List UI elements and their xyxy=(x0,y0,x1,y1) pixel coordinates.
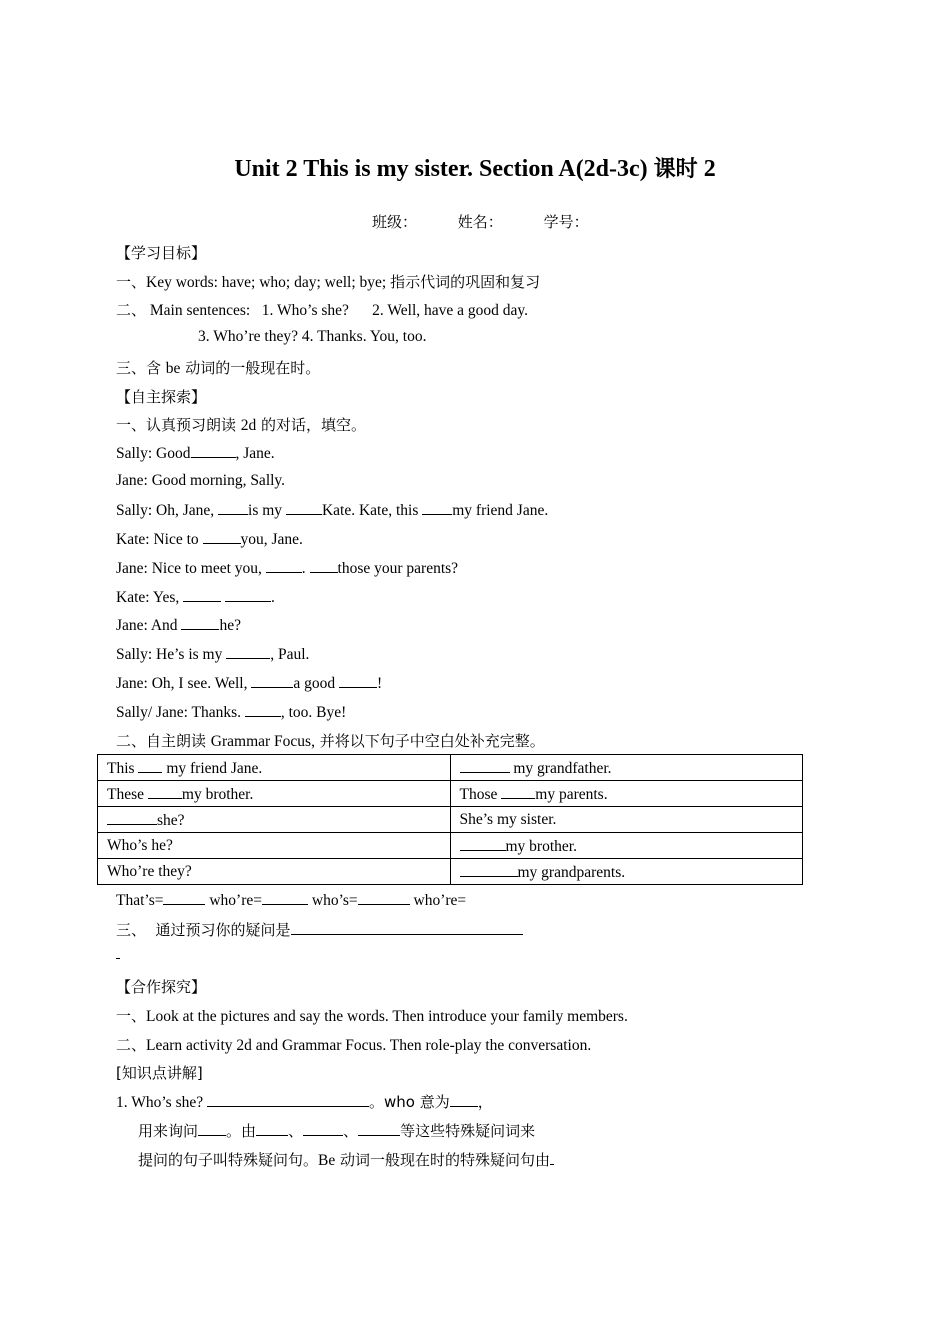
knowledge-line-1: 1. Who’s she? 。who 意为 ， xyxy=(116,1093,493,1111)
fill-blank[interactable] xyxy=(163,890,205,905)
class-label: 班级： xyxy=(372,213,418,231)
table-row xyxy=(98,859,803,885)
explore-q2: 二、自主朗读 Grammar Focus, 并将以下句子中空白处补充完整。 xyxy=(116,732,545,750)
dialog-line: Jane: Oh, I see. Well, a good ! xyxy=(116,675,383,692)
fill-blank[interactable] xyxy=(245,702,281,717)
fill-blank[interactable] xyxy=(256,1121,288,1136)
fill-blank[interactable] xyxy=(550,1150,554,1165)
table-cell: my grandfather. xyxy=(450,755,803,781)
dialog-line: Jane: Nice to meet you, . those your parents? xyxy=(116,560,459,577)
fill-blank[interactable] xyxy=(107,810,157,825)
table-row xyxy=(98,781,803,807)
stray-mark xyxy=(116,958,120,959)
fill-blank[interactable] xyxy=(262,890,308,905)
fill-blank[interactable] xyxy=(203,529,241,544)
fill-blank[interactable] xyxy=(251,673,293,688)
dialog-line: Sally/ Jane: Thanks. , too. Bye! xyxy=(116,704,347,721)
table-cell: Who’re they? xyxy=(98,859,451,885)
question-answer-line[interactable] xyxy=(291,920,523,935)
fill-blank[interactable] xyxy=(138,758,162,773)
contractions-line: That’s= who’re= who’s= who’re= xyxy=(116,892,467,909)
fill-blank[interactable] xyxy=(225,587,271,602)
fill-blank[interactable] xyxy=(358,890,410,905)
dialog-line: Sally: Oh, Jane, is my Kate. Kate, this my friend Jane. xyxy=(116,502,549,519)
goal-line-2: 二、 Main sentences: 1. Who’s she? 2. Well, have a good day. xyxy=(116,301,529,319)
table-cell: Those my parents. xyxy=(450,781,803,807)
coop-line-1: 一、Look at the pictures and say the words. Then introduce your family members. xyxy=(116,1007,628,1025)
fill-blank[interactable] xyxy=(226,644,270,659)
table-row xyxy=(98,755,803,781)
table-cell: Who’s he? xyxy=(98,833,451,859)
table-cell: She’s my sister. xyxy=(450,807,803,833)
fill-blank[interactable] xyxy=(286,500,322,515)
table-cell: my brother. xyxy=(450,833,803,859)
fill-blank[interactable] xyxy=(460,862,518,877)
fill-blank[interactable] xyxy=(460,836,506,851)
dialog-line: Jane: Good morning, Sally. xyxy=(116,472,286,489)
fill-blank[interactable] xyxy=(339,673,377,688)
dialog-line: Kate: Nice to you, Jane. xyxy=(116,531,303,548)
section-goals: 【学习目标】 xyxy=(116,244,207,262)
fill-blank[interactable] xyxy=(501,784,535,799)
section-knowledge: [知识点讲解] xyxy=(116,1064,203,1082)
explore-q1: 一、认真预习朗读 2d 的对话，填空。 xyxy=(116,416,367,434)
fill-blank[interactable] xyxy=(148,784,182,799)
fill-blank[interactable] xyxy=(266,558,302,573)
student-info xyxy=(372,211,625,232)
knowledge-line-3: 提问的句子叫特殊疑问句。Be 动词一般现在时的特殊疑问句由 xyxy=(138,1149,554,1170)
fill-blank[interactable] xyxy=(183,587,221,602)
page-title: Unit 2 This is my sister. Section A(2d-3c) 课时 2 xyxy=(234,156,716,182)
goal-line-4: 三、含 be 动词的一般现在时。 xyxy=(116,359,321,377)
dialog-line: Kate: Yes, . xyxy=(116,589,275,606)
knowledge-line-2: 用来询问 。由 、 、 等这些特殊疑问词来 xyxy=(138,1122,536,1140)
fill-blank[interactable] xyxy=(422,500,452,515)
goal-line-3: 3. Who’re they? 4. Thanks. You, too. xyxy=(198,328,427,345)
table-cell: This my friend Jane. xyxy=(98,755,451,781)
coop-line-2: 二、Learn activity 2d and Grammar Focus. Then role-play the conversation. xyxy=(116,1036,592,1054)
table-row xyxy=(98,807,803,833)
grammar-table xyxy=(97,754,803,885)
id-label: 学号： xyxy=(543,213,589,231)
fill-blank[interactable] xyxy=(303,1121,343,1136)
section-cooperate: 【合作探究】 xyxy=(116,978,207,996)
fill-blank[interactable] xyxy=(450,1092,478,1107)
fill-blank[interactable] xyxy=(358,1121,400,1136)
fill-blank[interactable] xyxy=(310,558,338,573)
fill-blank[interactable] xyxy=(207,1092,369,1107)
fill-blank[interactable] xyxy=(191,443,236,458)
table-cell: my grandparents. xyxy=(450,859,803,885)
table-cell: These my brother. xyxy=(98,781,451,807)
dialog-line: Sally: Good , Jane. xyxy=(116,445,275,462)
fill-blank[interactable] xyxy=(181,615,219,630)
dialog-line: Jane: And he? xyxy=(116,617,241,634)
fill-blank[interactable] xyxy=(460,758,510,773)
table-cell: she? xyxy=(98,807,451,833)
fill-blank[interactable] xyxy=(198,1121,226,1136)
goal-line-1: 一、Key words: have; who; day; well; bye; 指示代词的巩固和复习 xyxy=(116,273,541,291)
section-self-explore: 【自主探索】 xyxy=(116,388,207,406)
explore-q3: 三、 通过预习你的疑问是 xyxy=(116,919,523,940)
table-row xyxy=(98,833,803,859)
name-label: 姓名： xyxy=(457,213,503,231)
fill-blank[interactable] xyxy=(218,500,248,515)
dialog-line: Sally: He’s is my , Paul. xyxy=(116,646,310,663)
